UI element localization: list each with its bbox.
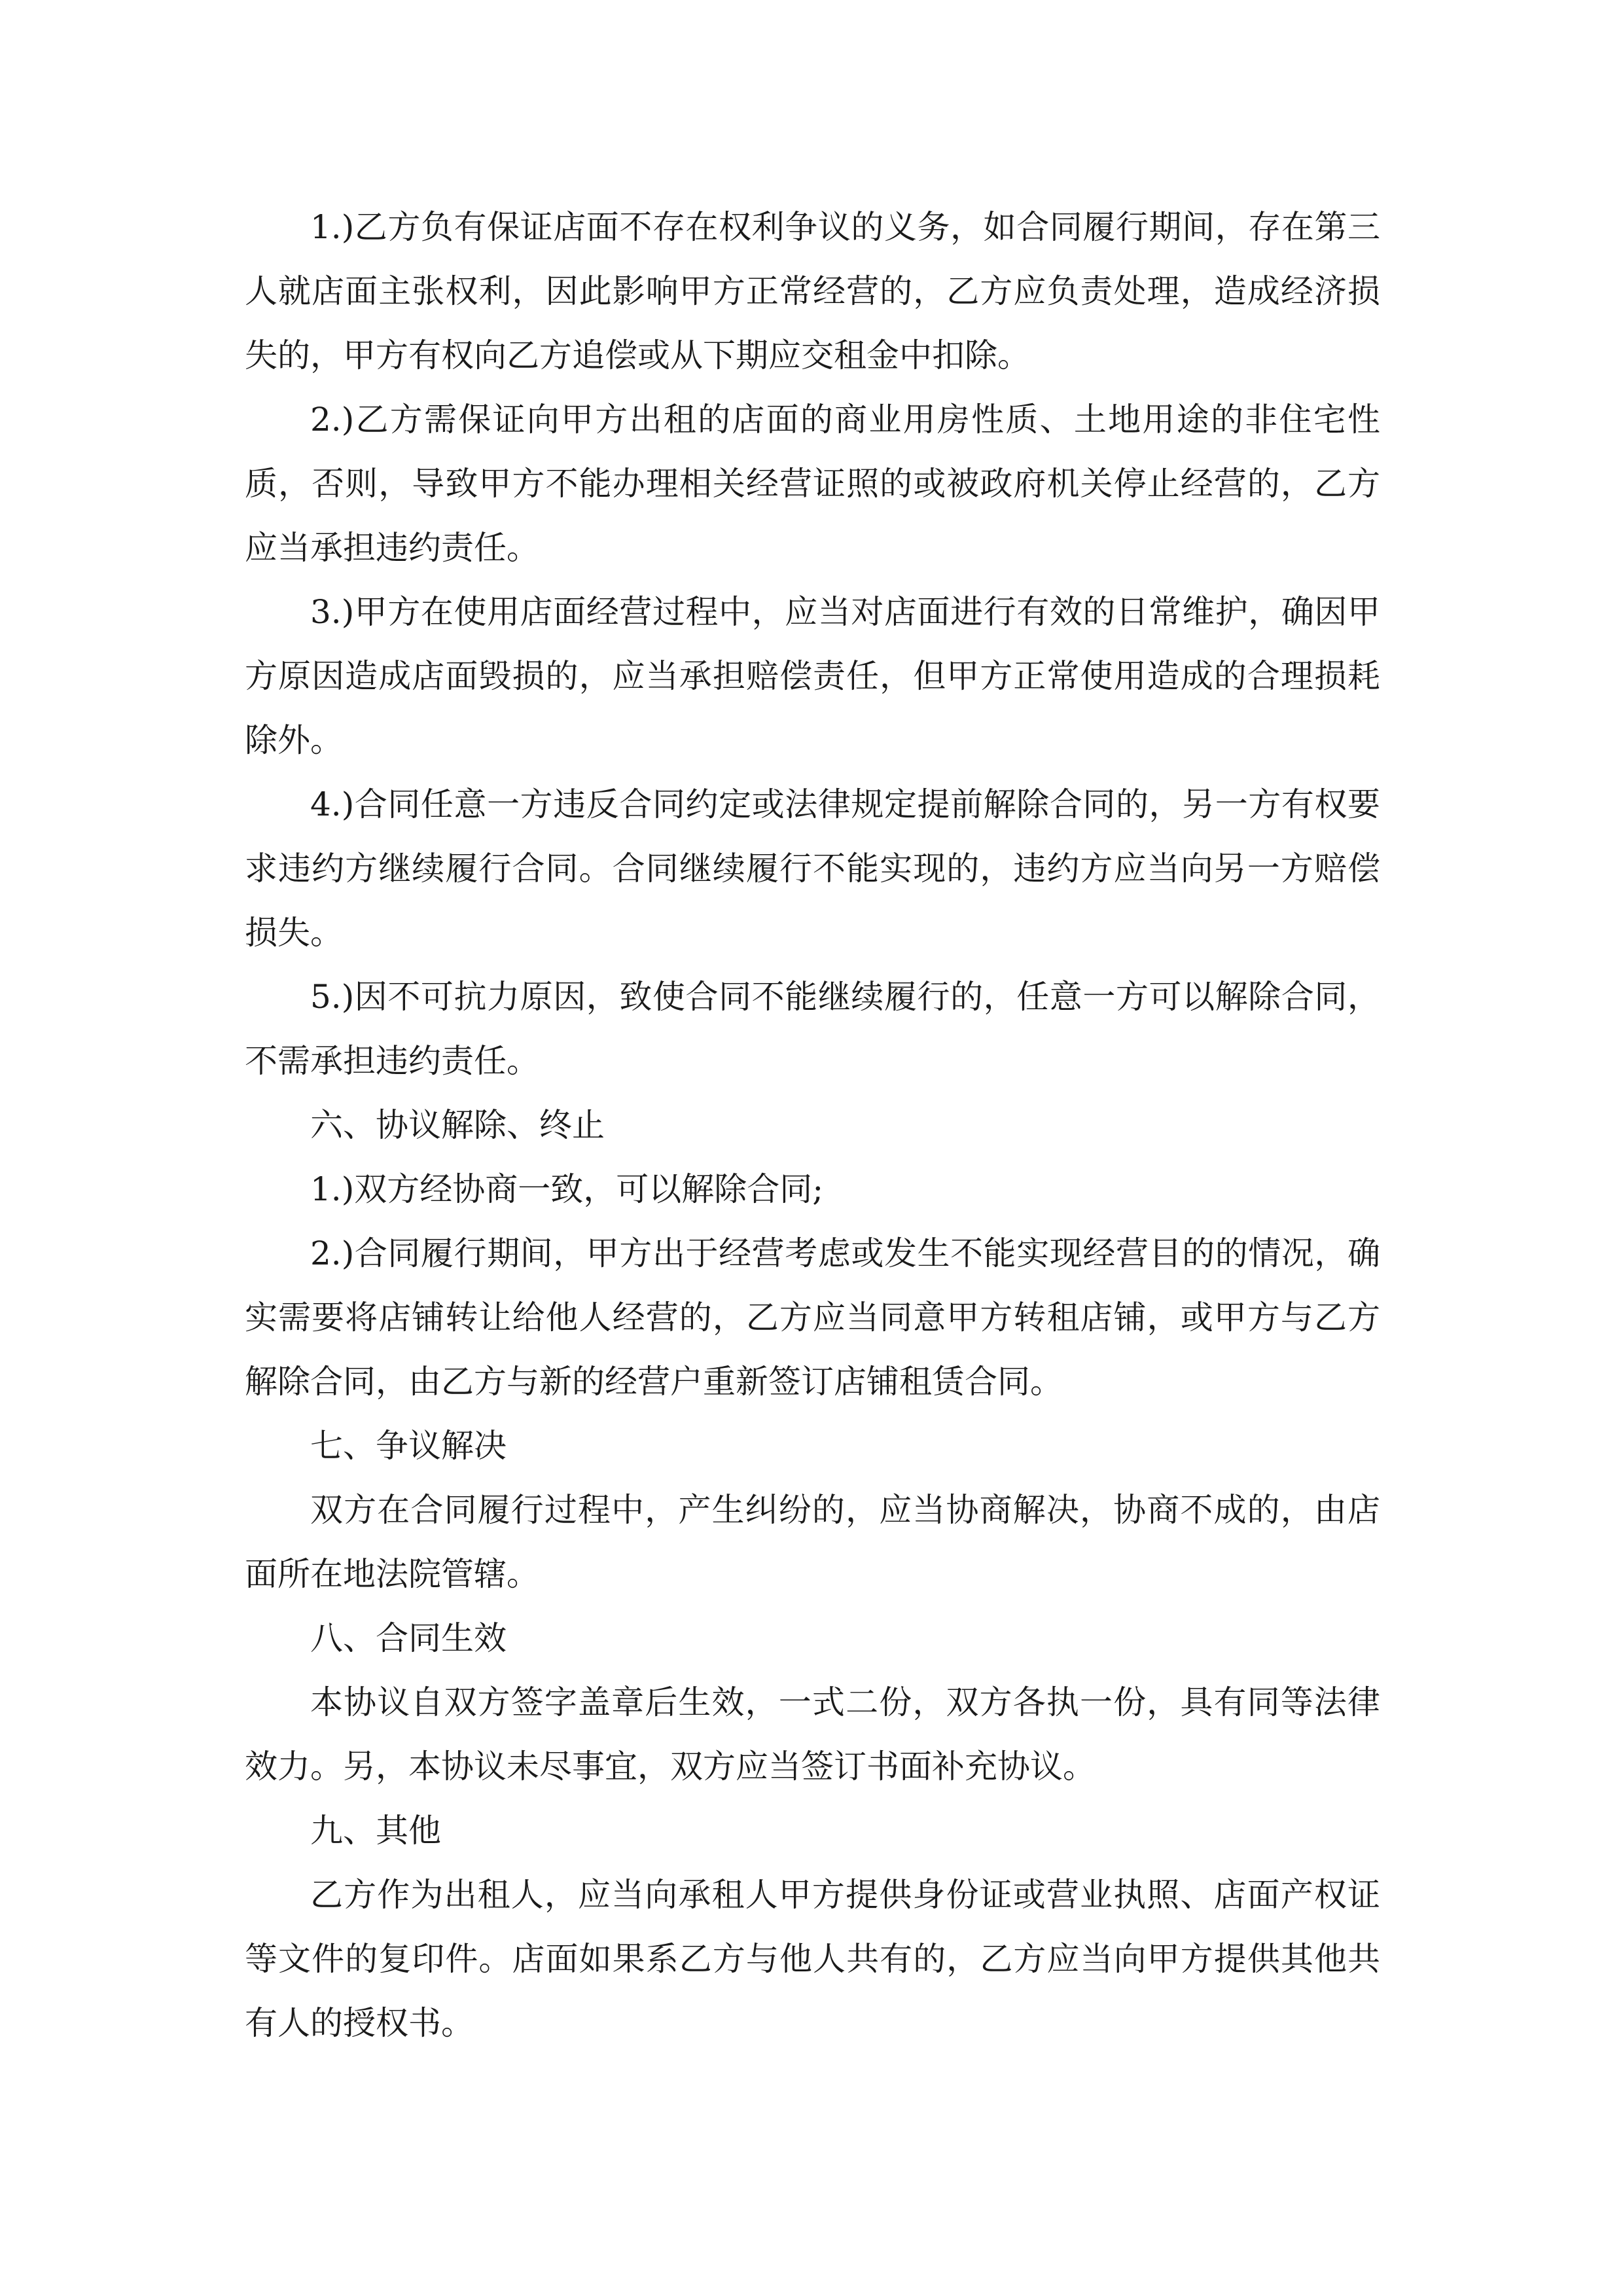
clause-6-item-2: 2.)合同履行期间，甲方出于经营考虑或发生不能实现经营目的的情况，确实需要将店铺转让给他人经营的，乙方应当同意甲方转租店铺，或甲方与乙方解除合同，由乙方与新的经营户重新签订店铺租赁合同。 [245, 1234, 1380, 1401]
section-heading-7: 七、争议解决 [310, 1427, 507, 1465]
clause-5-item-1: 1.)乙方负有保证店面不存在权利争议的义务，如合同履行期间，存在第三人就店面主张权利，因此影响甲方正常经营的，乙方应负责处理，造成经济损失的，甲方有权向乙方追偿或从下期应交租金中扣除。 [245, 208, 1380, 374]
clause-5-item-3: 3.)甲方在使用店面经营过程中，应当对店面进行有效的日常维护，确因甲方原因造成店面毁损的，应当承担赔偿责任，但甲方正常使用造成的合理损耗除外。 [245, 593, 1380, 759]
clause-5-item-2: 2.)乙方需保证向甲方出租的店面的商业用房性质、土地用途的非住宅性质，否则，导致甲方不能办理相关经营证照的或被政府机关停止经营的，乙方应当承担违约责任。 [245, 401, 1380, 567]
section-heading-8: 八、合同生效 [310, 1619, 507, 1657]
document-body [245, 195, 1380, 2055]
clause-8-text: 本协议自双方签字盖章后生效，一式二份，双方各执一份，具有同等法律效力。另，本协议未尽事宜，双方应当签订书面补充协议。 [245, 1683, 1380, 1785]
clause-5-item-4: 4.)合同任意一方违反合同约定或法律规定提前解除合同的，另一方有权要求违约方继续履行合同。合同继续履行不能实现的，违约方应当向另一方赔偿损失。 [245, 785, 1380, 952]
clause-7-text: 双方在合同履行过程中，产生纠纷的，应当协商解决，协商不成的，由店面所在地法院管辖。 [245, 1491, 1380, 1593]
section-heading-6: 六、协议解除、终止 [310, 1106, 605, 1144]
clause-5-item-5: 5.)因不可抗力原因，致使合同不能继续履行的，任意一方可以解除合同，不需承担违约责任。 [245, 978, 1380, 1080]
clause-6-item-1: 1.)双方经协商一致，可以解除合同; [310, 1170, 824, 1208]
clause-9-text: 乙方作为出租人，应当向承租人甲方提供身份证或营业执照、店面产权证等文件的复印件。店面如果系乙方与他人共有的，乙方应当向甲方提供其他共有人的授权书。 [245, 1876, 1380, 2042]
section-heading-9: 九、其他 [310, 1812, 441, 1850]
